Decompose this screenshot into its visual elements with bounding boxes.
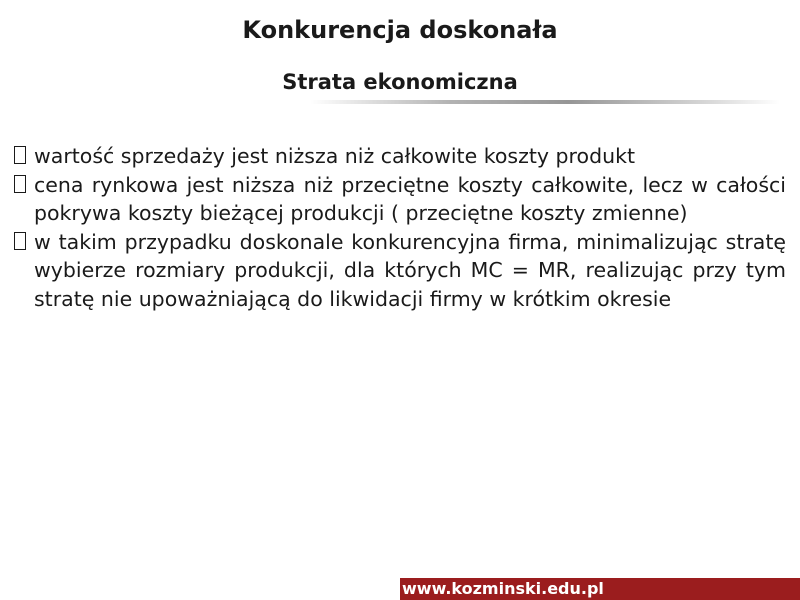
bullet-item-1: [14, 142, 786, 171]
bullet-text: cena rynkowa jest niższa niż przeciętne koszty całkowite, lecz w całości pokrywa koszty bieżącej produkcji ( przeciętne koszty zmienne): [34, 172, 786, 226]
slide-subtitle: Strata ekonomiczna: [282, 70, 518, 94]
square-bullet-icon: [14, 146, 26, 164]
subtitle-container: [0, 70, 800, 94]
square-bullet-icon: [14, 175, 26, 193]
bullet-list: [14, 142, 786, 314]
bullet-text: wartość sprzedaży jest niższa niż całkowite koszty produkt: [34, 144, 635, 168]
subtitle-underline: [310, 100, 780, 104]
slide-title: Konkurencja doskonała: [242, 16, 558, 44]
square-bullet-icon: [14, 232, 26, 250]
bullet-text: w takim przypadku doskonale konkurencyjna firma, minimalizując stratę wybierze rozmiary produkcji, dla których MC = MR, realizując przy tym stratę nie upoważniającą do likwidacji firmy w krótkim okresie: [34, 229, 786, 311]
footer-url[interactable]: www.kozminski.edu.pl: [402, 579, 604, 598]
bullet-item-2: [14, 171, 786, 228]
bullet-item-3: [14, 228, 786, 314]
